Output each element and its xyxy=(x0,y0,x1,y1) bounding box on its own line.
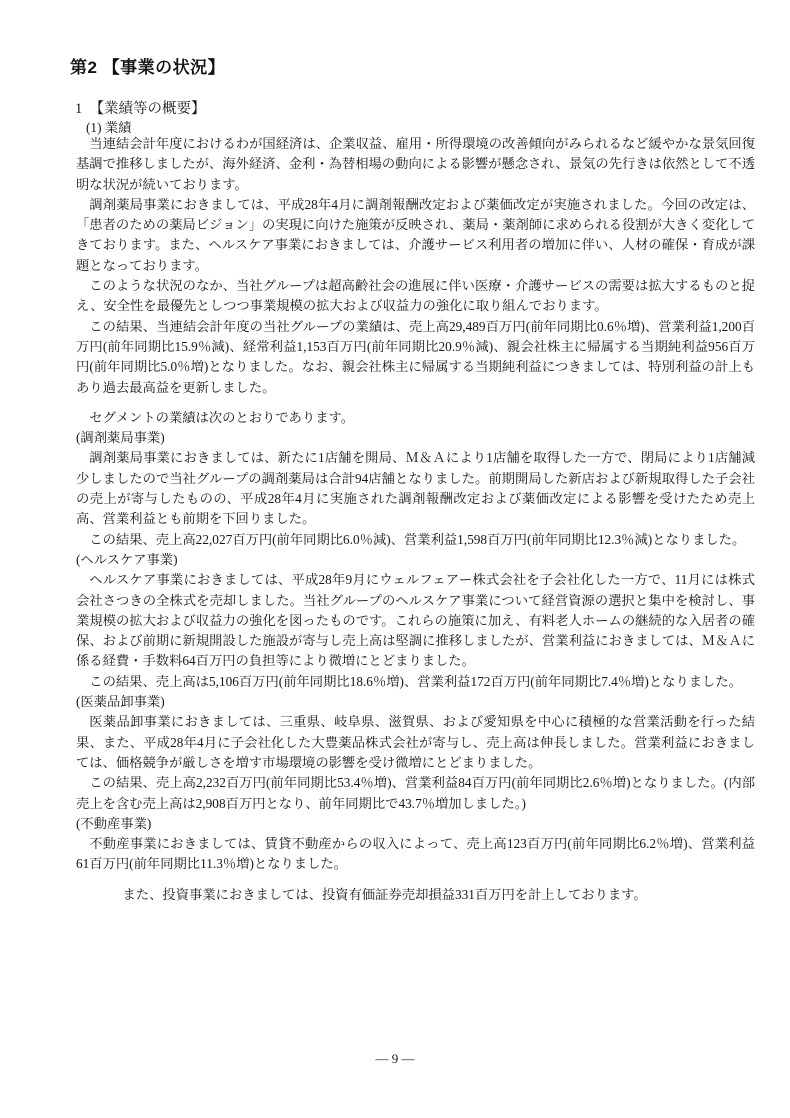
chapter-heading: 第2 【事業の状況】 xyxy=(70,58,226,77)
paragraph-wholesale-result: この結果、売上高2,232百万円(前年同期比53.4％増)、営業利益84百万円(前年同期比2.6％増)となりました。(内部売上を含む売上高は2,908百万円となり、前年同期比で43.7％増加しました。) xyxy=(76,775,755,811)
paragraph-consolidated-results: この結果、当連結会計年度の当社グループの業績は、売上高29,489百万円(前年同期比0.6％増)、営業利益1,200百万円(前年同期比15.9％減)、経常利益1,153百万円(前年同期比20.9％減)、親会社株主に帰属する当期純利益956百万円(前年同期比5.0％増)となりました。なお、親会社株主に帰属する当期純利益につきましては、特別利益の計上もあり過去最高益を更新しました。 xyxy=(76,318,755,395)
subsection-heading: (1) 業績 xyxy=(86,120,132,135)
body-text-block xyxy=(76,134,755,905)
paragraph-economy-overview: 当連結会計年度におけるわが国経済は、企業収益、雇用・所得環境の改善傾向がみられるなど緩やかな景気回復基調で推移しましたが、海外経済、金利・為替相場の動向による影響が懸念され、景気の先行きは依然として不透明な状況が続いております。 xyxy=(76,136,755,192)
paragraph-pharmacy-result: この結果、売上高22,027百万円(前年同期比6.0％減)、営業利益1,598百万円(前年同期比12.3％減)となりました。 xyxy=(89,531,746,547)
segment-label-pharmacy: (調剤薬局事業) xyxy=(76,430,165,446)
paragraph-segment-intro: セグメントの業績は次のとおりであります。 xyxy=(89,409,355,425)
paragraph-pharmacy-revision: 調剤薬局事業におきましては、平成28年4月に調剤報酬改定および薬価改定が実施されました。今回の改定は、「患者のための薬局ビジョン」の実現に向けた施策が反映され、薬局・薬剤師に求められる役割が大きく変化してきております。また、ヘルスケア事業におきましては、介護サービス利用者の増加に伴い、人材の確保・育成が課題となっております。 xyxy=(76,196,755,273)
paragraph-wholesale-body: 医薬品卸事業におきましては、三重県、岐阜県、滋賀県、および愛知県を中心に積極的な営業活動を行った結果、また、平成28年4月に子会社化した大豊薬品株式会社が寄与し、売上高は伸長しました。営業利益におきましては、価格競争が厳しさを増す市場環境の影響を受け微増にとどまりました。 xyxy=(76,714,755,770)
paragraph-group-policy: このような状況のなか、当社グループは超高齢社会の進展に伴い医療・介護サービスの需要は拡大するものと捉え、安全性を最優先としつつ事業規模の拡大および収益力の強化に取り組んでおります。 xyxy=(76,278,755,314)
paragraph-investment-note: また、投資事業におきましては、投資有価証券売却損益331百万円を計上しております。 xyxy=(122,886,647,902)
blank-line xyxy=(76,875,755,885)
paragraph-healthcare-body: ヘルスケア事業におきましては、平成28年9月にウェルフェアー株式会社を子会社化した一方で、11月には株式会社さつきの全株式を売却しました。当社グループのヘルスケア事業について経営資源の選択と集中を検討し、事業規模の拡大および収益力の強化を図ったものです。これらの施策に加え、有料老人ホームの継続的な入居者の確保、および前期に新規開設した施設が寄与し売上高は堅調に推移しましたが、営業利益におきましては、Ｍ＆Ａに係る経費・手数料64百万円の負担等により微増にとどまりました。 xyxy=(76,572,755,669)
paragraph-pharmacy-body: 調剤薬局事業におきましては、新たに1店舗を開局、Ｍ＆Ａにより1店舗を取得した一方で、閉局により1店舗減少しましたので当社グループの調剤薬局は合計94店舗となりました。前期開局した新店および新規取得した子会社の売上が寄与したものの、平成28年4月に実施された調剤報酬改定および薬価改定による影響を受けたため売上高、営業利益とも前期を下回りました。 xyxy=(76,450,755,527)
segment-label-healthcare: (ヘルスケア事業) xyxy=(76,551,178,567)
paragraph-healthcare-result: この結果、売上高は5,106百万円(前年同期比18.6％増)、営業利益172百万円(前年同期比7.4％増)となりました。 xyxy=(89,673,742,689)
segment-label-wholesale: (医薬品卸事業) xyxy=(76,694,165,710)
blank-line xyxy=(76,398,755,408)
section-heading: 1 【業績等の概要】 xyxy=(75,101,206,117)
segment-label-realestate: (不動産事業) xyxy=(76,815,152,831)
paragraph-realestate-body: 不動産事業におきましては、賃貸不動産からの収入によって、売上高123百万円(前年同期比6.2％増)、営業利益61百万円(前年同期比11.3％増)となりました。 xyxy=(76,836,755,872)
page-number: ― 9 ― xyxy=(375,1051,415,1066)
